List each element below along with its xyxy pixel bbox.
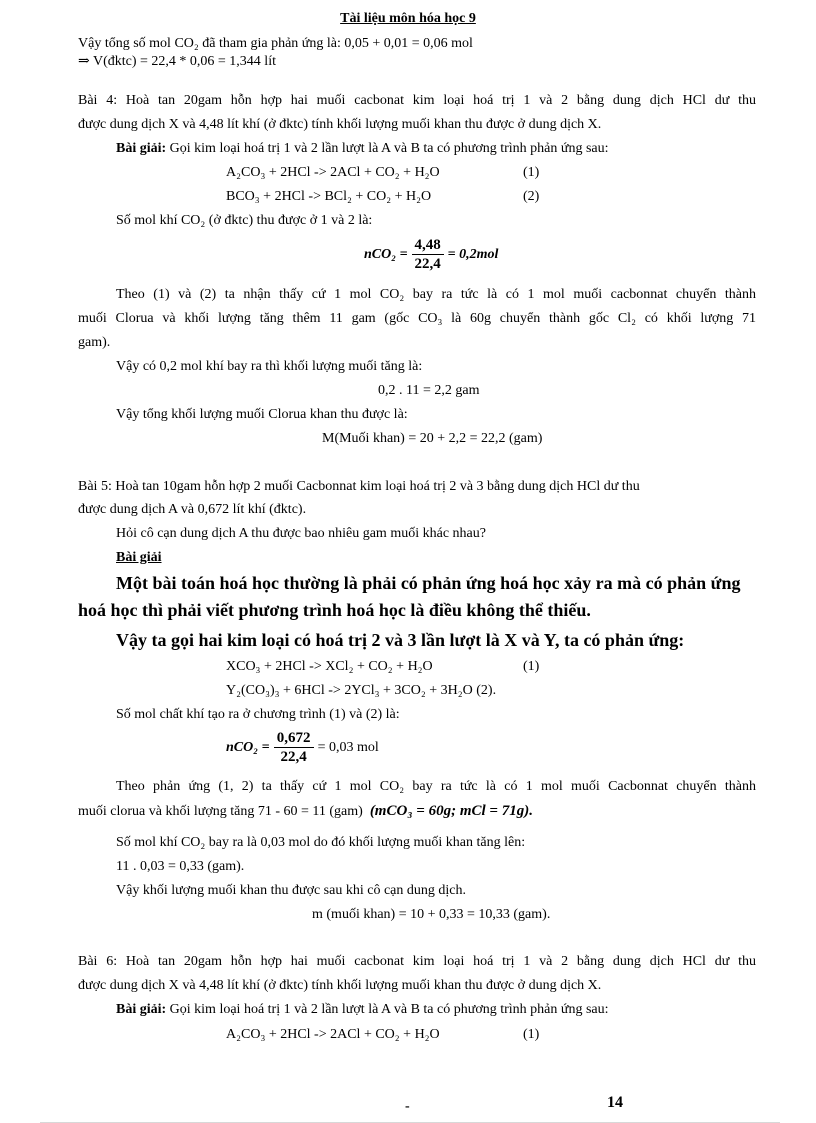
bai4-problem-line-1: Bài 4: Hoà tan 20gam hỗn hợp hai muối cacbonat kim loại hoá trị 1 và 2 bằng dung dịch HCl dư thu <box>78 93 756 108</box>
bai6-solution-text: Gọi kim loại hoá trị 1 và 2 lần lượt là A và B ta có phương trình phản ứng sau: <box>166 1002 609 1017</box>
bai4-theo-line-3: gam). <box>78 335 111 350</box>
bai4-solution-intro <box>116 140 609 158</box>
bai4-conclusion-2: Vậy tổng khối lượng muối Clorua khan thu được là: <box>116 407 408 422</box>
bai5-question: Hỏi cô cạn dung dịch A thu được bao nhiêu gam muối khác nhau? <box>116 526 486 541</box>
bai5-frac-rhs: = 0,03 mol <box>317 739 379 755</box>
bai5-intro-line-2: hoá học thì phải viết phương trình hoá học là điều không thể thiếu. <box>78 600 591 620</box>
bai6-solution-label: Bài giải: <box>116 1002 167 1017</box>
bai4-equation-2-number: (2) <box>523 189 540 204</box>
bai5-problem-line-1: Bài 5: Hoà tan 10gam hỗn hợp 2 muối Cacbonnat kim loại hoá trị 2 và 3 bằng dung dịch HCl dư thu <box>78 479 640 494</box>
bai5-intro-line-3: Vậy ta gọi hai kim loại có hoá trị 2 và 3 lần lượt là X và Y, ta có phản ứng: <box>116 630 685 650</box>
bai5-so-mol-line: Số mol khí CO₂ bay ra là 0,03 mol do đó khối lượng muối khan tăng lên: <box>116 835 526 850</box>
bai5-frac-denominator: 22,4 <box>280 749 307 765</box>
bai4-frac-rhs: = 0,2mol <box>447 246 499 262</box>
bai4-mol-fraction <box>364 236 498 273</box>
bai5-conclusion: Vậy khối lượng muối khan thu được sau khi cô cạn dung dịch. <box>116 883 466 898</box>
bai5-calc-1: 11 . 0,03 = 0,33 (gam). <box>116 859 245 874</box>
bai4-calc-1: 0,2 . 11 = 2,2 gam <box>378 383 480 398</box>
bai5-intro-line-1: Một bài toán hoá học thường là phải có phản ứng hoá học xảy ra mà có phản ứng <box>116 573 741 593</box>
bai4-solution-text: Gọi kim loại hoá trị 1 và 2 lần lượt là A và B ta có phương trình phản ứng sau: <box>166 141 609 156</box>
bai5-mol-line: Số mol chất khí tạo ra ở chương trình (1) và (2) là: <box>116 707 400 722</box>
bai6-equation-1: A₂CO₃ + 2HCl -> 2ACl + CO₂ + H₂O <box>226 1027 440 1042</box>
bai5-frac-lhs: nCO₂ = <box>226 739 270 755</box>
bai4-equation-1: A₂CO₃ + 2HCl -> 2ACl + CO₂ + H₂O <box>226 165 440 180</box>
bai4-theo-line-2: muối Clorua và khối lượng tăng thêm 11 gam (gốc CO₃ là 60g chuyển thành gốc Cl₂ có khối lượng 71 <box>78 311 756 326</box>
bai4-equation-1-number: (1) <box>523 165 540 180</box>
bai4-calc-2: M(Muối khan) = 20 + 2,2 = 22,2 (gam) <box>322 431 543 446</box>
bai5-solution-label: Bài giải <box>116 550 162 565</box>
bai5-theo-line-1: Theo phản ứng (1, 2) ta thấy cứ 1 mol CO₂ bay ra tức là có 1 mol muối Cacbonnat chuyển thành <box>116 779 756 794</box>
bai5-frac-numerator: 0,672 <box>276 730 311 746</box>
bai4-frac-lhs: nCO₂ = <box>364 246 408 262</box>
bai5-molar-masses: (mCO₃ = 60g; mCl = 71g). <box>369 803 533 819</box>
bai6-equation-1-number: (1) <box>523 1027 540 1042</box>
bai6-problem-line-2: được dung dịch X và 4,48 lít khí (ở đktc) tính khối lượng muối khan thu được ở dung dịch X. <box>78 978 602 993</box>
bai5-mol-fraction <box>226 729 379 766</box>
page-number: 14 <box>607 1094 623 1111</box>
total-mol-line: Vậy tổng số mol CO₂ đã tham gia phản ứng là: 0,05 + 0,01 = 0,06 mol <box>78 36 473 51</box>
bai4-frac-denominator: 22,4 <box>414 256 441 272</box>
bai6-solution-intro <box>116 1001 609 1019</box>
bai5-problem-line-2: được dung dịch A và 0,672 lít khí (đktc). <box>78 502 307 517</box>
bai4-solution-label: Bài giải: <box>116 141 167 156</box>
bai4-problem-line-2: được dung dịch X và 4,48 lít khí (ở đktc) tính khối lượng muối khan thu được ở dung dịch X. <box>78 117 602 132</box>
bai5-equation-1: XCO₃ + 2HCl -> XCl₂ + CO₂ + H₂O <box>226 659 433 674</box>
bai5-calc-2: m (muối khan) = 10 + 0,33 = 10,33 (gam). <box>312 907 551 922</box>
bai5-equation-2: Y₂(CO₃)₃ + 6HCl -> 2YCl₃ + 3CO₂ + 3H₂O (2). <box>226 683 497 698</box>
bai4-equation-2: BCO₃ + 2HCl -> BCl₂ + CO₂ + H₂O <box>226 189 432 204</box>
bai4-theo-line-1: Theo (1) và (2) ta nhận thấy cứ 1 mol CO₂ bay ra tức là có 1 mol muối cacbonnat chuyển thành <box>116 287 756 302</box>
footer-dash: - <box>405 1099 410 1114</box>
volume-line: ⇒ V(đktc) = 22,4 * 0,06 = 1,344 lít <box>78 54 276 69</box>
bai5-equation-1-number: (1) <box>523 659 540 674</box>
bai4-conclusion-1: Vậy có 0,2 mol khí bay ra thì khối lượng muối tăng là: <box>116 359 423 374</box>
page-header-title: Tài liệu môn hóa học 9 <box>340 11 476 26</box>
bai5-theo-line-2-text: muối clorua và khối lượng tăng 71 - 60 = 11 (gam) <box>78 804 363 819</box>
bai4-mol-line: Số mol khí CO₂ (ở đktc) thu được ở 1 và 2 là: <box>116 213 373 228</box>
bai5-theo-line-2 <box>78 802 533 821</box>
bai6-problem-line-1: Bài 6: Hoà tan 20gam hỗn hợp hai muối cacbonat kim loại hoá trị 1 và 2 bằng dung dịch HCl dư thu <box>78 954 756 969</box>
bai4-frac-numerator: 4,48 <box>414 237 441 253</box>
